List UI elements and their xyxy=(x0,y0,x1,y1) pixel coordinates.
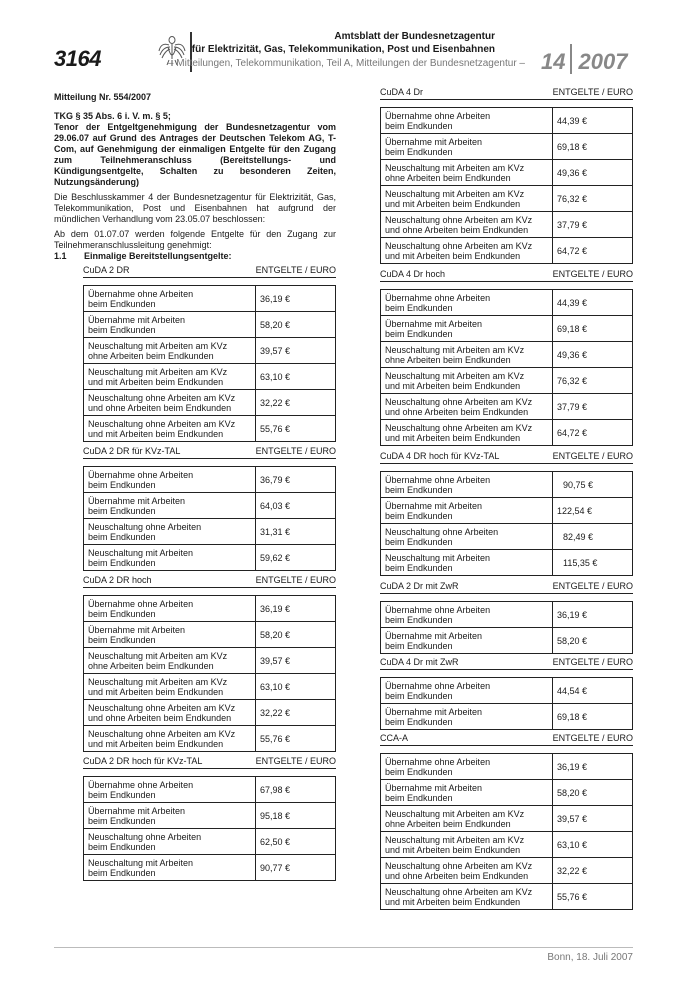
fee-table xyxy=(380,677,633,730)
fee-description xyxy=(381,316,553,342)
fee-block xyxy=(380,86,633,264)
fee-description-line: beim Endkunden xyxy=(385,792,453,803)
fee-description xyxy=(381,498,553,524)
fee-description-line: Übernahme mit Arbeiten xyxy=(88,805,186,816)
fee-block xyxy=(380,450,633,576)
section-heading xyxy=(54,251,232,261)
fee-description-line: beim Endkunden xyxy=(88,608,156,619)
fee-description-line: beim Endkunden xyxy=(385,766,453,777)
fee-row xyxy=(84,519,336,545)
footer-place-date: Bonn, 18. Juli 2007 xyxy=(547,952,633,963)
fee-price: 69,18 € xyxy=(553,704,633,730)
fee-row xyxy=(84,312,336,338)
fee-unit-label: ENTGELTE / EURO xyxy=(552,657,633,667)
section-number: 1.1 xyxy=(54,251,67,261)
fee-row xyxy=(381,498,633,524)
fee-description xyxy=(381,368,553,394)
fee-unit-label: ENTGELTE / EURO xyxy=(552,581,633,591)
fee-description-line: Neuschaltung ohne Arbeiten xyxy=(385,526,499,537)
fee-description xyxy=(381,806,553,832)
fee-description-line: und ohne Arbeiten beim Endkunden xyxy=(385,406,529,417)
fee-description xyxy=(381,238,553,264)
fee-unit-label: ENTGELTE / EURO xyxy=(255,575,336,585)
fee-description-line: Neuschaltung mit Arbeiten am KVz xyxy=(88,340,228,351)
fee-block-header xyxy=(380,86,633,100)
fee-description-line: beim Endkunden xyxy=(385,484,453,495)
fee-description-line: Neuschaltung ohne Arbeiten am KVz xyxy=(385,886,533,897)
fee-description-line: Neuschaltung mit Arbeiten am KVz xyxy=(385,162,525,173)
fee-price: 55,76 € xyxy=(256,416,336,442)
fee-description-line: Neuschaltung mit Arbeiten xyxy=(88,857,194,868)
fee-row xyxy=(84,829,336,855)
fee-description-line: beim Endkunden xyxy=(88,531,156,542)
fee-row xyxy=(84,416,336,442)
fee-description-line: Neuschaltung ohne Arbeiten am KVz xyxy=(385,240,533,251)
fee-description xyxy=(84,674,256,700)
fee-description-line: und mit Arbeiten beim Endkunden xyxy=(385,250,521,261)
fee-description-line: Übernahme mit Arbeiten xyxy=(385,318,483,329)
fee-description-line: beim Endkunden xyxy=(88,324,156,335)
fee-description-line: Neuschaltung ohne Arbeiten am KVz xyxy=(385,422,533,433)
fee-description-line: Übernahme ohne Arbeiten xyxy=(88,779,194,790)
fee-table xyxy=(83,285,336,442)
fee-block xyxy=(83,755,336,881)
fee-description-line: Neuschaltung mit Arbeiten am KVz xyxy=(385,834,525,845)
fee-block-title: CuDA 2 DR hoch für KVz-TAL xyxy=(83,756,203,766)
fee-description xyxy=(84,596,256,622)
fee-description-line: beim Endkunden xyxy=(385,690,453,701)
fee-description-line: Übernahme mit Arbeiten xyxy=(385,782,483,793)
fee-price: 64,72 € xyxy=(553,238,633,264)
fee-price: 49,36 € xyxy=(553,342,633,368)
fee-description xyxy=(84,312,256,338)
fee-block-title: CuDA 2 DR für KVz-TAL xyxy=(83,446,181,456)
fee-block xyxy=(83,445,336,571)
fee-description-line: beim Endkunden xyxy=(385,146,453,157)
fee-price: 62,50 € xyxy=(256,829,336,855)
fee-description xyxy=(84,545,256,571)
fee-description-line: und mit Arbeiten beim Endkunden xyxy=(385,432,521,443)
fee-description-line: Neuschaltung mit Arbeiten am KVz xyxy=(88,676,228,687)
fee-description-line: Übernahme mit Arbeiten xyxy=(385,706,483,717)
fee-block-header xyxy=(83,445,336,459)
fee-row xyxy=(84,338,336,364)
fee-description xyxy=(381,754,553,780)
fee-description-line: Übernahme ohne Arbeiten xyxy=(385,680,491,691)
fee-unit-label: ENTGELTE / EURO xyxy=(255,265,336,275)
fee-description xyxy=(381,472,553,498)
fee-row xyxy=(381,420,633,446)
fee-description-line: Neuschaltung mit Arbeiten am KVz xyxy=(385,188,525,199)
fee-row xyxy=(84,622,336,648)
fee-block-header xyxy=(380,732,633,746)
fee-row xyxy=(84,390,336,416)
fee-description-line: Übernahme mit Arbeiten xyxy=(88,624,186,635)
fee-row xyxy=(381,806,633,832)
issue-year: 2007 xyxy=(578,49,628,74)
fee-description-line: beim Endkunden xyxy=(385,510,453,521)
fee-price: 69,18 € xyxy=(553,316,633,342)
fee-description-line: Neuschaltung ohne Arbeiten xyxy=(88,521,202,532)
fee-description xyxy=(381,704,553,730)
fee-block-header xyxy=(83,755,336,769)
fee-description xyxy=(381,290,553,316)
fee-price: 122,54 € xyxy=(553,498,633,524)
fee-table xyxy=(380,753,633,910)
fee-description-line: beim Endkunden xyxy=(385,328,453,339)
fee-row xyxy=(84,286,336,312)
fee-row xyxy=(84,777,336,803)
issue-divider xyxy=(570,44,572,74)
fee-description xyxy=(381,832,553,858)
fee-description-line: Neuschaltung ohne Arbeiten am KVz xyxy=(88,728,236,739)
fee-description-line: Neuschaltung mit Arbeiten xyxy=(88,547,194,558)
fee-description-line: Neuschaltung mit Arbeiten am KVz xyxy=(88,650,228,661)
fee-price: 67,98 € xyxy=(256,777,336,803)
fee-unit-label: ENTGELTE / EURO xyxy=(552,733,633,743)
fee-description xyxy=(381,420,553,446)
publication-section: – Mitteilungen, Telekommunikation, Teil A, Mitteilungen der Bundesnetzagentur – xyxy=(167,58,525,69)
fee-description-line: Neuschaltung mit Arbeiten xyxy=(385,552,491,563)
notice-paragraph: Die Beschlusskammer 4 der Bundesnetzagentur für Elektrizität, Gas, Telekommunikation, Post und Eisenbahnen hat aufgrund der mündlichen Verhandlung vom 23.05.07 beschlossen: xyxy=(54,192,336,224)
fee-description-line: und ohne Arbeiten beim Endkunden xyxy=(88,712,232,723)
fee-table xyxy=(380,289,633,446)
fee-description-line: beim Endkunden xyxy=(385,562,453,573)
fee-price: 44,39 € xyxy=(553,290,633,316)
fee-block-header xyxy=(380,450,633,464)
fee-price: 32,22 € xyxy=(256,390,336,416)
fee-price: 55,76 € xyxy=(256,726,336,752)
fee-price: 63,10 € xyxy=(256,364,336,390)
fee-description-line: Übernahme ohne Arbeiten xyxy=(88,288,194,299)
fee-unit-label: ENTGELTE / EURO xyxy=(552,87,633,97)
fee-price: 58,20 € xyxy=(553,780,633,806)
fee-block-title: CCA-A xyxy=(380,733,409,743)
fee-description-line: Neuschaltung ohne Arbeiten am KVz xyxy=(88,392,236,403)
fee-block xyxy=(83,574,336,752)
fee-description xyxy=(381,160,553,186)
fee-description-line: ohne Arbeiten beim Endkunden xyxy=(88,660,214,671)
section-title: Einmalige Bereitstellungsentgelte: xyxy=(84,251,232,261)
fee-description xyxy=(381,858,553,884)
fee-description xyxy=(84,829,256,855)
fee-price: 39,57 € xyxy=(553,806,633,832)
fee-description-line: beim Endkunden xyxy=(88,505,156,516)
fee-table xyxy=(83,466,336,571)
fee-block-title: CuDA 2 Dr mit ZwR xyxy=(380,581,459,591)
fee-description-line: Neuschaltung mit Arbeiten am KVz xyxy=(385,370,525,381)
fee-description xyxy=(381,186,553,212)
fee-description xyxy=(381,134,553,160)
fee-description-line: beim Endkunden xyxy=(88,841,156,852)
fee-description xyxy=(84,777,256,803)
fee-row xyxy=(84,648,336,674)
fee-row xyxy=(84,803,336,829)
fee-description xyxy=(381,524,553,550)
fee-description-line: Übernahme mit Arbeiten xyxy=(88,314,186,325)
fee-table xyxy=(380,471,633,576)
publication-title: Amtsblatt der Bundesnetzagentur xyxy=(334,31,495,42)
fee-row xyxy=(381,290,633,316)
fee-description-line: Übernahme mit Arbeiten xyxy=(385,500,483,511)
fee-description-line: und ohne Arbeiten beim Endkunden xyxy=(88,402,232,413)
fee-description xyxy=(84,648,256,674)
fee-row xyxy=(381,678,633,704)
fee-description xyxy=(84,467,256,493)
fee-description-line: ohne Arbeiten beim Endkunden xyxy=(385,818,511,829)
fee-description-line: Übernahme mit Arbeiten xyxy=(385,136,483,147)
fee-description-line: Übernahme ohne Arbeiten xyxy=(88,469,194,480)
fee-table xyxy=(83,595,336,752)
fee-block-title: CuDA 4 Dr hoch xyxy=(380,269,446,279)
fee-block-header xyxy=(380,580,633,594)
fee-block-header xyxy=(380,656,633,670)
fee-price: 58,20 € xyxy=(553,628,633,654)
page-number: 3164 xyxy=(54,46,101,71)
fee-price: 32,22 € xyxy=(256,700,336,726)
fee-row xyxy=(381,754,633,780)
notice-title: Mitteilung Nr. 554/2007 xyxy=(54,92,152,102)
fee-block-header xyxy=(83,574,336,588)
fee-price: 64,03 € xyxy=(256,493,336,519)
fee-description xyxy=(381,212,553,238)
fee-price: 36,19 € xyxy=(553,754,633,780)
fee-price: 63,10 € xyxy=(553,832,633,858)
fee-price: 39,57 € xyxy=(256,648,336,674)
fee-row xyxy=(84,493,336,519)
fee-description-line: und ohne Arbeiten beim Endkunden xyxy=(385,224,529,235)
fee-price: 44,54 € xyxy=(553,678,633,704)
fee-description-line: beim Endkunden xyxy=(88,815,156,826)
fee-price: 36,19 € xyxy=(256,596,336,622)
notice-summary: Tenor der Entgeltgenehmigung der Bundesnetzagentur vom 29.06.07 auf Grund des Antrages der Deutschen Telekom AG, T-Com, auf Genehmigung der einmaligen Entgelte für den Zugang zum Teilnehmeranschluss (Bereitstellungs- und Kündigungsentgelte, Schalten zu besonderen Zeiten, Nutzungsänderung) xyxy=(54,122,336,187)
fee-description-line: Übernahme mit Arbeiten xyxy=(385,630,483,641)
fee-description xyxy=(381,628,553,654)
fee-description-line: und mit Arbeiten beim Endkunden xyxy=(385,844,521,855)
fee-description xyxy=(84,855,256,881)
fee-description-line: beim Endkunden xyxy=(385,614,453,625)
fee-description xyxy=(84,726,256,752)
fee-block-header xyxy=(83,264,336,278)
notice-text xyxy=(54,92,336,255)
fee-description-line: und mit Arbeiten beim Endkunden xyxy=(88,376,224,387)
fee-description-line: beim Endkunden xyxy=(88,557,156,568)
fee-row xyxy=(84,700,336,726)
fee-price: 36,79 € xyxy=(256,467,336,493)
fee-description-line: beim Endkunden xyxy=(385,716,453,727)
fee-price: 95,18 € xyxy=(256,803,336,829)
fee-row xyxy=(381,108,633,134)
fee-unit-label: ENTGELTE / EURO xyxy=(552,269,633,279)
fee-row xyxy=(381,628,633,654)
fee-price: 32,22 € xyxy=(553,858,633,884)
fee-block xyxy=(380,656,633,730)
fee-row xyxy=(381,858,633,884)
fee-description-line: und mit Arbeiten beim Endkunden xyxy=(385,380,521,391)
fee-row xyxy=(381,368,633,394)
fee-block xyxy=(380,268,633,446)
fee-price: 115,35 € xyxy=(553,550,633,576)
issue-number: 14 xyxy=(541,49,566,74)
fee-row xyxy=(381,524,633,550)
fee-row xyxy=(84,545,336,571)
fee-block-header xyxy=(380,268,633,282)
fee-description xyxy=(381,394,553,420)
fee-row xyxy=(84,596,336,622)
fee-description-line: Neuschaltung mit Arbeiten am KVz xyxy=(385,808,525,819)
fee-description-line: und mit Arbeiten beim Endkunden xyxy=(88,738,224,749)
fee-description xyxy=(84,364,256,390)
fee-description-line: beim Endkunden xyxy=(88,634,156,645)
fee-description-line: Übernahme mit Arbeiten xyxy=(88,495,186,506)
fee-row xyxy=(84,726,336,752)
fee-description xyxy=(84,519,256,545)
fee-table xyxy=(83,776,336,881)
fee-description-line: Neuschaltung ohne Arbeiten am KVz xyxy=(88,702,236,713)
fee-row xyxy=(381,134,633,160)
fee-row xyxy=(381,238,633,264)
fee-price: 36,19 € xyxy=(256,286,336,312)
fee-description xyxy=(84,416,256,442)
fee-description xyxy=(381,602,553,628)
fee-price: 58,20 € xyxy=(256,622,336,648)
fee-row xyxy=(381,832,633,858)
fee-description xyxy=(84,390,256,416)
fee-row xyxy=(381,704,633,730)
fee-description xyxy=(84,493,256,519)
fee-description-line: ohne Arbeiten beim Endkunden xyxy=(385,354,511,365)
fee-price: 58,20 € xyxy=(256,312,336,338)
fee-price: 64,72 € xyxy=(553,420,633,446)
fee-price: 37,79 € xyxy=(553,212,633,238)
fee-price: 90,75 € xyxy=(553,472,633,498)
fee-price: 36,19 € xyxy=(553,602,633,628)
fee-description-line: Übernahme ohne Arbeiten xyxy=(385,756,491,767)
fee-description-line: ohne Arbeiten beim Endkunden xyxy=(385,172,511,183)
fee-block-title: CuDA 4 Dr mit ZwR xyxy=(380,657,459,667)
fee-description xyxy=(84,700,256,726)
fee-unit-label: ENTGELTE / EURO xyxy=(552,451,633,461)
fee-description-line: Neuschaltung mit Arbeiten am KVz xyxy=(88,366,228,377)
publication-subtitle: für Elektrizität, Gas, Telekommunikation, Post und Eisenbahnen xyxy=(191,44,495,55)
fee-row xyxy=(84,467,336,493)
fee-description-line: Neuschaltung ohne Arbeiten xyxy=(88,831,202,842)
issue-label xyxy=(541,44,627,75)
fee-row xyxy=(381,884,633,910)
fee-block xyxy=(380,580,633,654)
fee-price: 31,31 € xyxy=(256,519,336,545)
fee-description xyxy=(381,550,553,576)
fee-unit-label: ENTGELTE / EURO xyxy=(255,446,336,456)
fee-description xyxy=(381,678,553,704)
fee-description-line: beim Endkunden xyxy=(385,120,453,131)
fee-description-line: Neuschaltung ohne Arbeiten am KVz xyxy=(385,396,533,407)
fee-description-line: und mit Arbeiten beim Endkunden xyxy=(88,686,224,697)
fee-price: 90,77 € xyxy=(256,855,336,881)
fee-block-title: CuDA 2 DR xyxy=(83,265,130,275)
fee-description-line: Neuschaltung ohne Arbeiten am KVz xyxy=(385,214,533,225)
fee-row xyxy=(381,550,633,576)
fee-description-line: beim Endkunden xyxy=(88,789,156,800)
fee-row xyxy=(381,342,633,368)
fee-price: 55,76 € xyxy=(553,884,633,910)
fee-table xyxy=(380,107,633,264)
fee-price: 59,62 € xyxy=(256,545,336,571)
fee-table xyxy=(380,601,633,654)
fee-description-line: Neuschaltung ohne Arbeiten am KVz xyxy=(88,418,236,429)
fee-unit-label: ENTGELTE / EURO xyxy=(255,756,336,766)
fee-row xyxy=(381,602,633,628)
fee-price: 44,39 € xyxy=(553,108,633,134)
fee-block-title: CuDA 4 DR hoch für KVz-TAL xyxy=(380,451,500,461)
fee-description-line: Neuschaltung ohne Arbeiten am KVz xyxy=(385,860,533,871)
fee-block xyxy=(83,264,336,442)
notice-legal-ref: TKG § 35 Abs. 6 i. V. m. § 5; xyxy=(54,111,171,121)
fee-description-line: ohne Arbeiten beim Endkunden xyxy=(88,350,214,361)
fee-description-line: Übernahme ohne Arbeiten xyxy=(385,292,491,303)
fee-description-line: Übernahme ohne Arbeiten xyxy=(385,474,491,485)
fee-price: 37,79 € xyxy=(553,394,633,420)
fee-description xyxy=(381,884,553,910)
fee-price: 76,32 € xyxy=(553,186,633,212)
fee-price: 69,18 € xyxy=(553,134,633,160)
fee-description-line: beim Endkunden xyxy=(88,479,156,490)
fee-description xyxy=(381,342,553,368)
fee-description-line: beim Endkunden xyxy=(385,640,453,651)
fee-description xyxy=(84,338,256,364)
fee-description-line: beim Endkunden xyxy=(88,867,156,878)
fee-description xyxy=(84,803,256,829)
fee-description xyxy=(381,108,553,134)
fee-description xyxy=(84,286,256,312)
fee-description-line: Übernahme ohne Arbeiten xyxy=(385,110,491,121)
footer-divider xyxy=(54,947,633,948)
fee-description-line: und mit Arbeiten beim Endkunden xyxy=(88,428,224,439)
fee-row xyxy=(84,364,336,390)
fee-description-line: beim Endkunden xyxy=(385,536,453,547)
fee-row xyxy=(381,316,633,342)
fee-description-line: und mit Arbeiten beim Endkunden xyxy=(385,198,521,209)
fee-row xyxy=(381,394,633,420)
fee-description-line: Neuschaltung mit Arbeiten am KVz xyxy=(385,344,525,355)
fee-description-line: Übernahme ohne Arbeiten xyxy=(88,598,194,609)
fee-row xyxy=(381,186,633,212)
fee-price: 76,32 € xyxy=(553,368,633,394)
fee-price: 82,49 € xyxy=(553,524,633,550)
fee-price: 49,36 € xyxy=(553,160,633,186)
fee-row xyxy=(84,674,336,700)
fee-row xyxy=(84,855,336,881)
fee-block xyxy=(380,732,633,910)
fee-description xyxy=(381,780,553,806)
fee-description xyxy=(84,622,256,648)
fee-row xyxy=(381,160,633,186)
fee-description-line: und ohne Arbeiten beim Endkunden xyxy=(385,870,529,881)
fee-row xyxy=(381,472,633,498)
fee-description-line: Übernahme ohne Arbeiten xyxy=(385,604,491,615)
fee-description-line: beim Endkunden xyxy=(385,302,453,313)
fee-row xyxy=(381,212,633,238)
notice-paragraph: Ab dem 01.07.07 werden folgende Entgelte für den Zugang zur Teilnehmeranschlussleitung genehmigt: xyxy=(54,229,336,250)
fee-block-title: CuDA 4 Dr xyxy=(380,87,424,97)
fee-price: 63,10 € xyxy=(256,674,336,700)
fee-description-line: beim Endkunden xyxy=(88,298,156,309)
fee-description-line: und mit Arbeiten beim Endkunden xyxy=(385,896,521,907)
fee-block-title: CuDA 2 DR hoch xyxy=(83,575,152,585)
fee-row xyxy=(381,780,633,806)
fee-price: 39,57 € xyxy=(256,338,336,364)
